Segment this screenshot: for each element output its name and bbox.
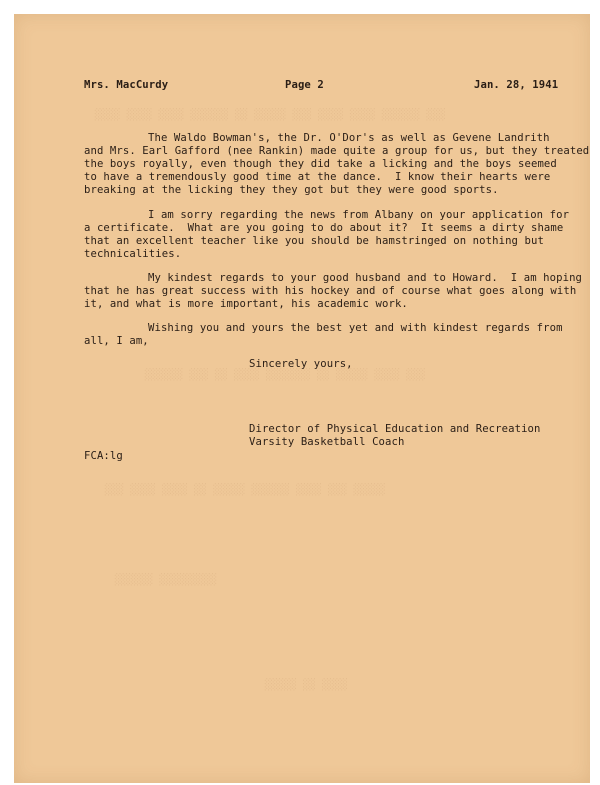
- bleed-through-texture: ░░░░░ ░░░ ░░░░ ░░░░░░ ░░░░░ ░░ ░░░░ ░░░░ ░░░: [104, 484, 385, 496]
- text-line: technicalities.: [84, 248, 182, 260]
- text-line: Wishing you and yours the best yet and with kindest regards from: [148, 322, 563, 334]
- text-line: and Mrs. Earl Gafford (nee Rankin) made quite a group for us, but they treated: [84, 145, 590, 157]
- recipient-name: Mrs. MacCurdy: [84, 79, 169, 91]
- bleed-through-texture: ░░░ ░░░░ ░░░░░ ░░ ░░░░░░░ ░░░░ ░░ ░░░ ░░░░░░: [144, 369, 425, 381]
- bleed-through-texture: ░░░░░░░░░ ░░░░░░: [114, 574, 217, 586]
- signature-subtitle: Varsity Basketball Coach: [249, 436, 405, 448]
- text-line: My kindest regards to your good husband and to Howard. I am hoping: [148, 272, 583, 284]
- text-line: a certificate. What are you going to do about it? It seems a dirty shame: [84, 222, 564, 234]
- bleed-through-texture: ░░░░ ░░ ░░░░░: [264, 679, 347, 691]
- text-line: The Waldo Bowman's, the Dr. O'Dor's as well as Gevene Landrith: [148, 132, 550, 144]
- text-line: all, I am,: [84, 335, 149, 347]
- letter-date: Jan. 28, 1941: [474, 79, 559, 91]
- page-number: Page 2: [285, 79, 324, 91]
- text-line: it, and what is more important, his academic work.: [84, 298, 408, 310]
- closing: Sincerely yours,: [249, 358, 353, 370]
- bleed-through-texture: ░░░ ░░░░░░ ░░░░ ░░░░ ░░░ ░░░░░ ░░ ░░░░░░ ░░░░ ░░░░ ░░░░: [94, 109, 445, 121]
- signature-title: Director of Physical Education and Recreation: [249, 423, 541, 435]
- text-line: that he has great success with his hockey and of course what goes along with: [84, 285, 577, 297]
- letter-page: [14, 14, 590, 783]
- text-line: I am sorry regarding the news from Albany on your application for: [148, 209, 570, 221]
- typist-initials: FCA:lg: [84, 450, 123, 462]
- text-line: to have a tremendously good time at the dance. I know their hearts were: [84, 171, 551, 183]
- text-line: the boys royally, even though they did take a licking and the boys seemed: [84, 158, 557, 170]
- text-line: that an excellent teacher like you should be hamstringed on nothing but: [84, 235, 544, 247]
- text-line: breaking at the licking they they got but they were good sports.: [84, 184, 499, 196]
